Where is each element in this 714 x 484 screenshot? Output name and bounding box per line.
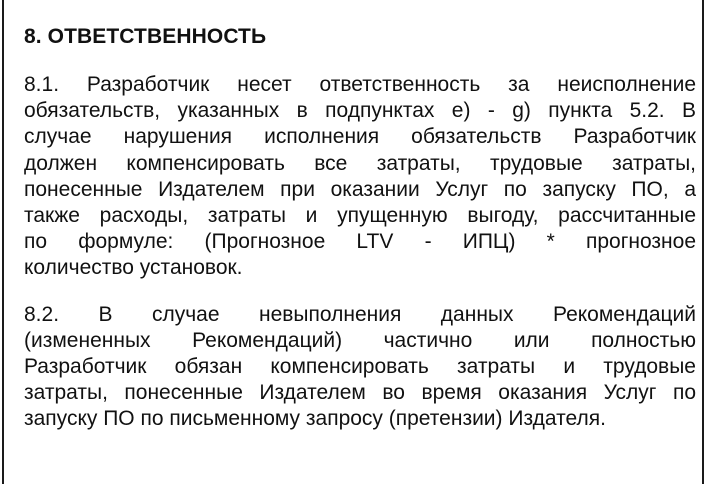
paragraph-line: должен компенсировать все затраты, трудовые затраты,: [24, 151, 696, 175]
paragraph-8-1: [24, 72, 696, 282]
paragraph-line: по формуле: (Прогнозное LTV - ИПЦ) * прогнозное: [24, 230, 696, 254]
paragraph-line: обязательств, указанных в подпунктах е) - g) пункта 5.2. В: [24, 99, 696, 123]
paragraph-line: затраты, понесенные Издателем во время оказания Услуг по: [24, 381, 696, 405]
paragraph-line: понесенные Издателем при оказании Услуг по запуску ПО, а: [24, 177, 696, 201]
paragraph-line: количество установок.: [24, 256, 243, 280]
document-frame: [2, 0, 704, 484]
section-heading: 8. ОТВЕТСТВЕННОСТЬ: [24, 25, 267, 48]
paragraph-line: запуску ПО по письменному запросу (претензии) Издателя.: [24, 407, 606, 431]
paragraph-line: также расходы, затраты и упущенную выгоду, рассчитанные: [24, 204, 696, 228]
paragraph-line: 8.2. В случае невыполнения данных Рекомендаций: [24, 302, 696, 326]
paragraph-line: 8.1. Разработчик несет ответственность за неисполнение: [24, 73, 696, 96]
paragraph-8-2: [24, 302, 696, 433]
paragraph-line: (измененных Рекомендаций) частично или полностью: [24, 328, 696, 352]
paragraph-line: Разработчик обязан компенсировать затраты и трудовые: [24, 355, 696, 379]
paragraph-line: случае нарушения исполнения обязательств Разработчик: [24, 125, 696, 149]
document-content: [24, 24, 696, 453]
